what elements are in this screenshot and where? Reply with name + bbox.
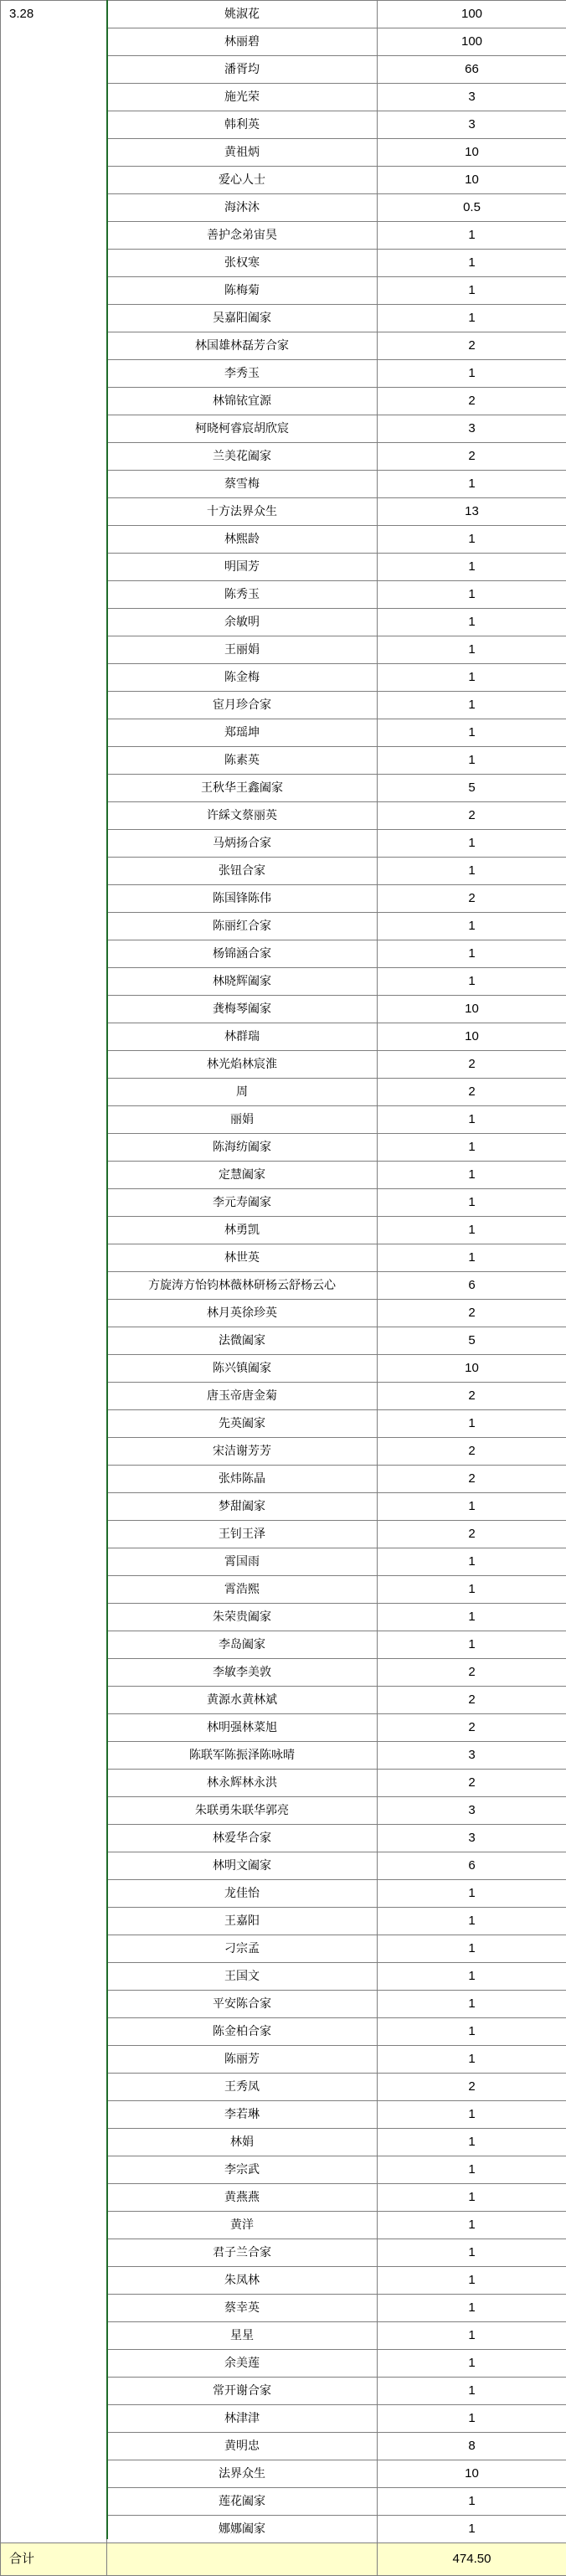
donor-name-cell[interactable]: 林月英徐珍英 [107,1300,378,1327]
donor-name-cell[interactable]: 吴嘉阳阖家 [107,305,378,332]
donation-amount-cell[interactable]: 100 [378,1,566,28]
donor-name-cell[interactable]: 朱荣贵阖家 [107,1604,378,1631]
donation-rows [1,1,566,2576]
donation-amount-cell[interactable]: 1 [378,2101,566,2129]
donation-amount-cell[interactable]: 2 [378,1521,566,1548]
donation-amount-cell[interactable]: 5 [378,775,566,802]
donation-amount-cell[interactable]: 1 [378,2129,566,2156]
donation-amount-cell[interactable]: 2 [378,2074,566,2101]
donation-amount-cell[interactable]: 1 [378,1106,566,1134]
donor-name-cell[interactable]: 星星 [107,2322,378,2350]
donation-amount-cell[interactable]: 1 [378,2516,566,2543]
donation-amount-cell[interactable]: 10 [378,139,566,167]
donation-amount-cell[interactable]: 1 [378,1631,566,1659]
donation-amount-cell[interactable]: 10 [378,2460,566,2488]
donation-amount-cell[interactable]: 2 [378,332,566,360]
donor-name-cell[interactable]: 定慧阖家 [107,1162,378,1189]
donor-name-cell[interactable]: 李元寿阖家 [107,1189,378,1217]
donor-name-cell[interactable]: 陈金梅 [107,664,378,692]
donor-name-cell[interactable]: 郑瑶坤 [107,719,378,747]
donation-amount-cell[interactable]: 2 [378,1687,566,1714]
donor-name-cell[interactable]: 李敏李美敦 [107,1659,378,1687]
donation-amount-cell[interactable]: 1 [378,2322,566,2350]
donation-amount-cell[interactable]: 1 [378,2212,566,2239]
donor-name-cell[interactable]: 兰美花阖家 [107,443,378,471]
donation-amount-cell[interactable]: 2 [378,388,566,415]
donor-name-cell[interactable]: 君子兰合家 [107,2239,378,2267]
donation-amount-cell[interactable]: 1 [378,1244,566,1272]
donation-amount-cell[interactable]: 1 [378,2184,566,2212]
donation-amount-cell[interactable]: 1 [378,305,566,332]
donation-amount-cell[interactable]: 3 [378,1742,566,1770]
donor-name-cell[interactable]: 海沐沐 [107,194,378,222]
donation-amount-cell[interactable]: 1 [378,471,566,498]
donation-amount-cell[interactable]: 1 [378,968,566,996]
donor-name-cell[interactable]: 黄洋 [107,2212,378,2239]
donation-amount-cell[interactable]: 1 [378,609,566,636]
donation-amount-cell[interactable]: 1 [378,1604,566,1631]
donor-name-cell[interactable]: 朱联勇朱联华郭亮 [107,1797,378,1825]
donation-amount-cell[interactable]: 1 [378,1991,566,2018]
donation-amount-cell[interactable]: 1 [378,526,566,554]
donor-name-cell[interactable]: 陈海纺阖家 [107,1134,378,1162]
donation-amount-cell[interactable]: 1 [378,1963,566,1991]
donation-row [1,1,566,28]
donation-amount-cell[interactable]: 2 [378,443,566,471]
donation-amount-cell[interactable]: 1 [378,2046,566,2074]
donation-amount-cell[interactable]: 10 [378,1023,566,1051]
donation-amount-cell[interactable]: 3 [378,1825,566,1852]
donation-amount-cell[interactable]: 1 [378,581,566,609]
donor-name-cell[interactable]: 王秀凤 [107,2074,378,2101]
donor-name-cell[interactable]: 陈秀玉 [107,581,378,609]
donor-name-cell[interactable]: 先英阖家 [107,1410,378,1438]
donor-name-cell[interactable]: 林晓辉阖家 [107,968,378,996]
donor-name-cell[interactable]: 方旋涛方怡钧林薇林研杨云舒杨云心 [107,1272,378,1300]
donor-name-cell[interactable]: 唐玉帝唐金菊 [107,1383,378,1410]
donor-name-cell[interactable]: 柯晓柯睿宸胡欣宸 [107,415,378,443]
donor-name-cell[interactable]: 娜娜阖家 [107,2516,378,2543]
donor-name-cell[interactable]: 霄国雨 [107,1548,378,1576]
donor-name-cell[interactable]: 明国芳 [107,554,378,581]
donation-amount-cell[interactable]: 1 [378,747,566,775]
donor-name-cell[interactable]: 姚淑花 [107,1,378,28]
donor-name-cell[interactable]: 李若琳 [107,2101,378,2129]
donor-name-cell[interactable]: 黄明忠 [107,2433,378,2460]
donation-amount-cell[interactable]: 1 [378,636,566,664]
donation-amount-cell[interactable]: 0.5 [378,194,566,222]
donor-name-cell[interactable]: 王秋华王鑫阖家 [107,775,378,802]
donation-amount-cell[interactable]: 2 [378,1770,566,1797]
donation-amount-cell[interactable]: 2 [378,1466,566,1493]
donor-name-cell[interactable]: 李秀玉 [107,360,378,388]
donation-amount-cell[interactable]: 1 [378,2295,566,2322]
donation-amount-cell[interactable]: 1 [378,250,566,277]
donor-name-cell[interactable]: 黄燕燕 [107,2184,378,2212]
donor-name-cell[interactable]: 法微阖家 [107,1327,378,1355]
donor-name-cell[interactable]: 张权寒 [107,250,378,277]
donation-amount-cell[interactable]: 1 [378,1189,566,1217]
donor-name-cell[interactable]: 王钊王泽 [107,1521,378,1548]
donor-name-cell[interactable]: 林津津 [107,2405,378,2433]
donor-name-cell[interactable]: 林世英 [107,1244,378,1272]
donor-name-cell[interactable]: 林永辉林永洪 [107,1770,378,1797]
donor-name-cell[interactable]: 陈国锋陈伟 [107,885,378,913]
donor-name-cell[interactable]: 王丽娟 [107,636,378,664]
donor-name-cell[interactable]: 宦月珍合家 [107,692,378,719]
donation-amount-cell[interactable]: 1 [378,1217,566,1244]
donor-name-cell[interactable]: 梦甜阖家 [107,1493,378,1521]
donation-amount-cell[interactable]: 1 [378,2405,566,2433]
donation-amount-cell[interactable]: 10 [378,167,566,194]
donor-name-cell[interactable]: 陈梅菊 [107,277,378,305]
donor-name-cell[interactable]: 平安陈合家 [107,1991,378,2018]
donation-amount-cell[interactable]: 1 [378,554,566,581]
donor-name-cell[interactable]: 十方法界众生 [107,498,378,526]
donation-amount-cell[interactable]: 1 [378,1410,566,1438]
donor-name-cell[interactable]: 潘胥均 [107,56,378,84]
donor-name-cell[interactable]: 林国雄林磊芳合家 [107,332,378,360]
donor-name-cell[interactable]: 林光焰林宸淮 [107,1051,378,1079]
donor-name-cell[interactable]: 陈金柏合家 [107,2018,378,2046]
donation-amount-cell[interactable]: 2 [378,1659,566,1687]
donor-name-cell[interactable]: 林丽碧 [107,28,378,56]
donation-amount-cell[interactable]: 1 [378,1493,566,1521]
donation-amount-cell[interactable]: 5 [378,1327,566,1355]
donation-amount-cell[interactable]: 3 [378,111,566,139]
donation-amount-cell[interactable]: 1 [378,1134,566,1162]
donor-name-cell[interactable]: 李宗武 [107,2156,378,2184]
donation-amount-cell[interactable]: 13 [378,498,566,526]
donor-name-cell[interactable]: 林群瑞 [107,1023,378,1051]
donor-name-cell[interactable]: 陈丽红合家 [107,913,378,940]
donor-name-cell[interactable]: 龚梅琴阖家 [107,996,378,1023]
donation-amount-cell[interactable]: 1 [378,719,566,747]
donation-amount-cell[interactable]: 2 [378,802,566,830]
donor-name-cell[interactable]: 马炳扬合家 [107,830,378,858]
donation-amount-cell[interactable]: 1 [378,913,566,940]
donor-name-cell[interactable]: 林勇凯 [107,1217,378,1244]
donation-amount-cell[interactable]: 3 [378,415,566,443]
donation-amount-cell[interactable]: 2 [378,1383,566,1410]
donation-amount-cell[interactable]: 1 [378,940,566,968]
donor-name-cell[interactable]: 莲花阖家 [107,2488,378,2516]
donor-name-cell[interactable]: 龙佳怡 [107,1880,378,1908]
donation-amount-cell[interactable]: 1 [378,1935,566,1963]
donation-amount-cell[interactable]: 1 [378,1880,566,1908]
donation-amount-cell[interactable]: 6 [378,1272,566,1300]
donation-amount-cell[interactable]: 2 [378,1438,566,1466]
donor-name-cell[interactable]: 林爱华合家 [107,1825,378,1852]
donor-name-cell[interactable]: 爱心人士 [107,167,378,194]
donor-name-cell[interactable]: 张炜陈晶 [107,1466,378,1493]
donation-amount-cell[interactable]: 1 [378,2267,566,2295]
donation-amount-cell[interactable]: 2 [378,1300,566,1327]
donor-name-cell[interactable]: 黄源水黄林斌 [107,1687,378,1714]
donor-name-cell[interactable]: 余美莲 [107,2350,378,2378]
donor-name-cell[interactable]: 黄祖炳 [107,139,378,167]
donor-name-cell[interactable]: 法界众生 [107,2460,378,2488]
donation-amount-cell[interactable]: 1 [378,1576,566,1604]
donation-amount-cell[interactable]: 1 [378,2378,566,2405]
donation-amount-cell[interactable]: 6 [378,1852,566,1880]
donation-amount-cell[interactable]: 1 [378,2156,566,2184]
donor-name-cell[interactable]: 余敏明 [107,609,378,636]
donation-amount-cell[interactable]: 8 [378,2433,566,2460]
donor-name-cell[interactable]: 杨锦涵合家 [107,940,378,968]
donor-name-cell[interactable]: 施光荣 [107,84,378,111]
donation-amount-cell[interactable]: 1 [378,1162,566,1189]
total-label-cell[interactable]: 合计 [1,2543,107,2576]
donor-name-cell[interactable]: 陈素英 [107,747,378,775]
donation-amount-cell[interactable]: 1 [378,1548,566,1576]
donor-name-cell[interactable]: 朱凤林 [107,2267,378,2295]
donor-name-cell[interactable]: 李岛阖家 [107,1631,378,1659]
donation-amount-cell[interactable]: 1 [378,858,566,885]
donation-amount-cell[interactable]: 3 [378,84,566,111]
donor-name-cell[interactable]: 林熙龄 [107,526,378,554]
donation-amount-cell[interactable]: 1 [378,2018,566,2046]
donor-name-cell[interactable]: 张钮合家 [107,858,378,885]
donor-name-cell[interactable]: 陈兴镇阖家 [107,1355,378,1383]
donor-name-cell[interactable]: 王嘉阳 [107,1908,378,1935]
donor-name-cell[interactable]: 常开谢合家 [107,2378,378,2405]
donation-amount-cell[interactable]: 2 [378,1714,566,1742]
donor-name-cell[interactable]: 林锦铱宜源 [107,388,378,415]
donation-amount-cell[interactable]: 2 [378,1051,566,1079]
donation-amount-cell[interactable]: 2 [378,1079,566,1106]
donor-name-cell[interactable]: 陈联军陈振泽陈咏晴 [107,1742,378,1770]
donor-name-cell[interactable]: 许綵文蔡丽英 [107,802,378,830]
donation-amount-cell[interactable]: 100 [378,28,566,56]
donation-amount-cell[interactable]: 1 [378,360,566,388]
donation-amount-cell[interactable]: 1 [378,2239,566,2267]
donation-amount-cell[interactable]: 10 [378,1355,566,1383]
donor-name-cell[interactable]: 刁宗孟 [107,1935,378,1963]
donor-name-cell[interactable]: 林明文阖家 [107,1852,378,1880]
donation-amount-cell[interactable]: 10 [378,996,566,1023]
donation-amount-cell[interactable]: 1 [378,830,566,858]
donation-amount-cell[interactable]: 1 [378,2488,566,2516]
donor-name-cell[interactable]: 王国文 [107,1963,378,1991]
donor-name-cell[interactable]: 韩利英 [107,111,378,139]
donor-name-cell[interactable]: 蔡雪梅 [107,471,378,498]
donor-name-cell[interactable]: 周 [107,1079,378,1106]
donor-name-cell[interactable]: 林娟 [107,2129,378,2156]
donor-name-cell[interactable]: 陈丽芳 [107,2046,378,2074]
donor-name-cell[interactable]: 林明强林菜旭 [107,1714,378,1742]
donation-amount-cell[interactable]: 3 [378,1797,566,1825]
donor-name-cell[interactable]: 善护念弟宙昊 [107,222,378,250]
donation-amount-cell[interactable]: 1 [378,1908,566,1935]
donation-amount-cell[interactable]: 1 [378,692,566,719]
donation-amount-cell[interactable]: 66 [378,56,566,84]
donor-name-cell[interactable]: 宋洁谢芳芳 [107,1438,378,1466]
total-amount-cell[interactable]: 474.50 [378,2543,566,2576]
donation-amount-cell[interactable]: 1 [378,222,566,250]
donor-name-cell[interactable]: 蔡幸英 [107,2295,378,2322]
donor-name-cell[interactable]: 丽娟 [107,1106,378,1134]
donation-amount-cell[interactable]: 1 [378,277,566,305]
fill-handle-mark [106,0,108,2539]
donation-amount-cell[interactable]: 1 [378,2350,566,2378]
date-cell[interactable]: 3.28 [1,1,107,2543]
donor-name-cell[interactable]: 霄浩熙 [107,1576,378,1604]
donation-amount-cell[interactable]: 1 [378,664,566,692]
donation-amount-cell[interactable]: 2 [378,885,566,913]
